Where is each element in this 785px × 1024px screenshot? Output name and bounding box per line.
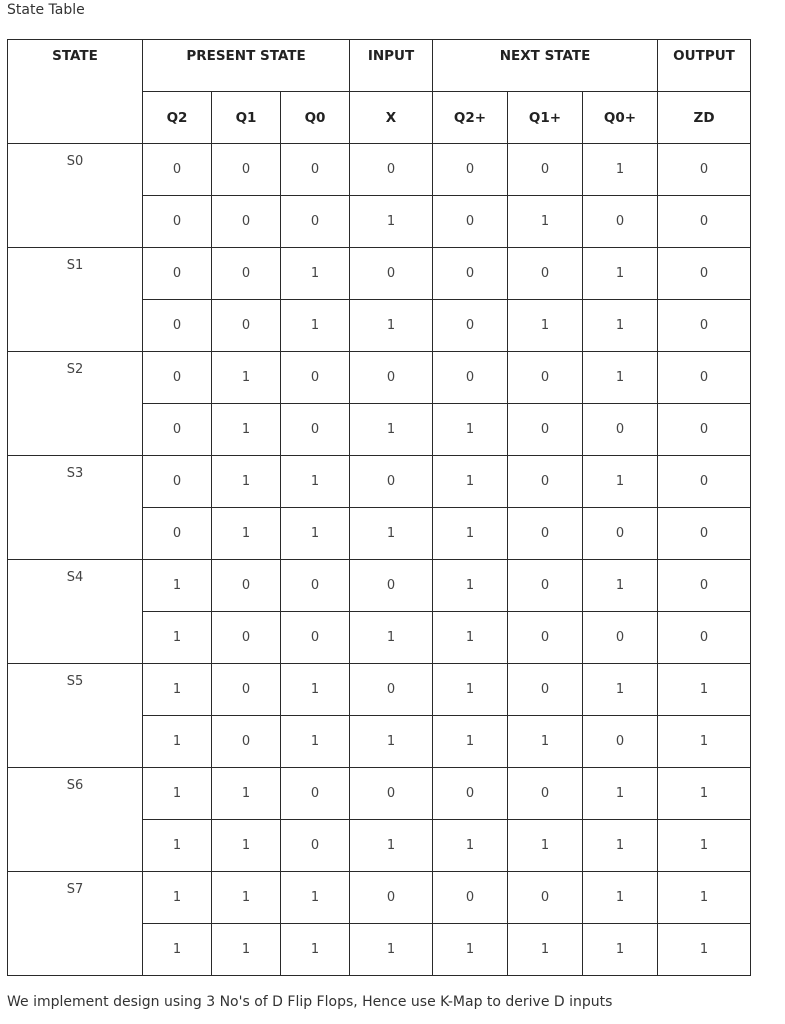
table-cell: 0	[508, 404, 583, 456]
table-cell: 1	[350, 820, 433, 872]
table-row	[8, 352, 751, 404]
table-cell: 1	[433, 508, 508, 560]
table-cell: 1	[350, 508, 433, 560]
table-cell: 0	[143, 144, 212, 196]
table-cell: 1	[508, 300, 583, 352]
header-x: X	[350, 92, 433, 144]
table-cell: 1	[281, 508, 350, 560]
table-cell: 1	[212, 768, 281, 820]
table-cell: 1	[350, 300, 433, 352]
state-name-cell: S0	[8, 144, 143, 248]
table-cell: 1	[350, 612, 433, 664]
header-q2-next: Q2+	[433, 92, 508, 144]
table-cell: 1	[583, 768, 658, 820]
table-cell: 0	[658, 248, 751, 300]
table-cell: 0	[350, 144, 433, 196]
table-cell: 0	[281, 612, 350, 664]
table-cell: 1	[583, 924, 658, 976]
table-cell: 0	[433, 768, 508, 820]
table-cell: 1	[143, 560, 212, 612]
table-cell: 0	[583, 716, 658, 768]
table-cell: 0	[350, 768, 433, 820]
table-cell: 1	[433, 664, 508, 716]
table-cell: 0	[212, 300, 281, 352]
table-caption: State Table	[7, 2, 85, 18]
table-cell: 1	[143, 872, 212, 924]
state-table-body	[8, 144, 751, 976]
table-cell: 1	[433, 820, 508, 872]
header-present-state: PRESENT STATE	[143, 40, 350, 92]
table-cell: 1	[433, 612, 508, 664]
header-q0-next: Q0+	[583, 92, 658, 144]
table-cell: 1	[281, 872, 350, 924]
footer-note: We implement design using 3 No's of D Flip Flops, Hence use K-Map to derive D inputs	[7, 994, 613, 1010]
table-cell: 1	[212, 820, 281, 872]
table-cell: 1	[508, 196, 583, 248]
table-cell: 1	[658, 820, 751, 872]
table-cell: 0	[583, 404, 658, 456]
table-cell: 0	[658, 404, 751, 456]
header-q1-next: Q1+	[508, 92, 583, 144]
table-cell: 0	[143, 300, 212, 352]
table-cell: 0	[212, 612, 281, 664]
table-cell: 0	[350, 872, 433, 924]
table-cell: 1	[143, 768, 212, 820]
header-next-state: NEXT STATE	[433, 40, 658, 92]
table-cell: 1	[212, 924, 281, 976]
table-cell: 1	[658, 872, 751, 924]
table-cell: 0	[508, 144, 583, 196]
header-q2: Q2	[143, 92, 212, 144]
table-cell: 0	[143, 508, 212, 560]
table-cell: 1	[583, 352, 658, 404]
table-cell: 0	[508, 352, 583, 404]
table-cell: 1	[433, 924, 508, 976]
table-cell: 1	[583, 560, 658, 612]
table-cell: 0	[508, 560, 583, 612]
table-cell: 0	[281, 352, 350, 404]
table-cell: 0	[433, 300, 508, 352]
table-cell: 0	[583, 612, 658, 664]
table-cell: 0	[143, 248, 212, 300]
table-cell: 1	[508, 820, 583, 872]
table-cell: 0	[433, 248, 508, 300]
table-cell: 1	[433, 404, 508, 456]
table-cell: 1	[143, 612, 212, 664]
table-cell: 0	[143, 352, 212, 404]
table-cell: 1	[508, 924, 583, 976]
header-state: STATE	[8, 40, 143, 144]
table-cell: 1	[143, 820, 212, 872]
table-row	[8, 768, 751, 820]
table-cell: 0	[658, 612, 751, 664]
header-q0: Q0	[281, 92, 350, 144]
table-row	[8, 664, 751, 716]
table-cell: 1	[143, 716, 212, 768]
table-row	[8, 456, 751, 508]
table-cell: 1	[143, 664, 212, 716]
table-cell: 1	[281, 716, 350, 768]
table-cell: 0	[658, 196, 751, 248]
table-cell: 0	[433, 352, 508, 404]
table-cell: 0	[281, 196, 350, 248]
table-cell: 1	[583, 144, 658, 196]
table-row	[8, 872, 751, 924]
table-cell: 0	[433, 144, 508, 196]
table-cell: 0	[212, 248, 281, 300]
header-zd: ZD	[658, 92, 751, 144]
table-cell: 1	[658, 664, 751, 716]
state-name-cell: S2	[8, 352, 143, 456]
table-cell: 0	[212, 144, 281, 196]
table-cell: 0	[281, 560, 350, 612]
state-name-cell: S3	[8, 456, 143, 560]
table-cell: 1	[212, 872, 281, 924]
table-cell: 0	[433, 196, 508, 248]
table-cell: 1	[350, 196, 433, 248]
table-cell: 0	[281, 404, 350, 456]
table-cell: 0	[658, 300, 751, 352]
table-cell: 0	[281, 144, 350, 196]
state-name-cell: S6	[8, 768, 143, 872]
table-cell: 1	[658, 768, 751, 820]
table-cell: 1	[143, 924, 212, 976]
table-cell: 1	[281, 924, 350, 976]
table-cell: 0	[281, 820, 350, 872]
table-cell: 1	[583, 456, 658, 508]
header-q1: Q1	[212, 92, 281, 144]
table-cell: 0	[143, 404, 212, 456]
table-cell: 0	[508, 872, 583, 924]
table-cell: 1	[212, 508, 281, 560]
table-cell: 0	[350, 456, 433, 508]
table-cell: 0	[212, 196, 281, 248]
header-output: OUTPUT	[658, 40, 751, 92]
table-cell: 0	[508, 508, 583, 560]
table-cell: 1	[583, 300, 658, 352]
table-cell: 0	[143, 456, 212, 508]
table-cell: 1	[350, 716, 433, 768]
table-cell: 0	[658, 352, 751, 404]
table-cell: 1	[508, 716, 583, 768]
table-row	[8, 248, 751, 300]
table-cell: 1	[433, 456, 508, 508]
header-input: INPUT	[350, 40, 433, 92]
state-name-cell: S5	[8, 664, 143, 768]
state-name-cell: S7	[8, 872, 143, 976]
table-cell: 1	[433, 560, 508, 612]
table-cell: 1	[583, 664, 658, 716]
table-cell: 0	[212, 560, 281, 612]
table-cell: 0	[508, 768, 583, 820]
table-cell: 1	[658, 716, 751, 768]
state-name-cell: S1	[8, 248, 143, 352]
table-cell: 0	[433, 872, 508, 924]
table-cell: 0	[350, 560, 433, 612]
table-cell: 1	[583, 248, 658, 300]
table-cell: 0	[508, 664, 583, 716]
table-cell: 1	[212, 404, 281, 456]
table-cell: 0	[583, 196, 658, 248]
table-cell: 0	[212, 716, 281, 768]
table-cell: 1	[433, 716, 508, 768]
table-cell: 0	[212, 664, 281, 716]
table-cell: 1	[583, 820, 658, 872]
table-cell: 0	[658, 508, 751, 560]
table-cell: 1	[583, 872, 658, 924]
table-cell: 1	[350, 924, 433, 976]
table-cell: 0	[658, 560, 751, 612]
table-cell: 0	[350, 664, 433, 716]
table-cell: 1	[212, 456, 281, 508]
table-row	[8, 144, 751, 196]
header-row-top	[8, 40, 751, 92]
table-cell: 1	[281, 300, 350, 352]
table-cell: 0	[350, 352, 433, 404]
table-cell: 1	[281, 456, 350, 508]
table-cell: 0	[658, 144, 751, 196]
table-cell: 1	[658, 924, 751, 976]
table-cell: 1	[281, 248, 350, 300]
table-cell: 0	[143, 196, 212, 248]
table-cell: 0	[350, 248, 433, 300]
table-cell: 1	[281, 664, 350, 716]
table-cell: 1	[212, 352, 281, 404]
table-cell: 0	[508, 612, 583, 664]
table-cell: 0	[658, 456, 751, 508]
table-cell: 0	[508, 248, 583, 300]
table-row	[8, 560, 751, 612]
table-cell: 0	[583, 508, 658, 560]
table-cell: 0	[281, 768, 350, 820]
state-table	[7, 39, 751, 976]
table-cell: 0	[508, 456, 583, 508]
table-cell: 1	[350, 404, 433, 456]
state-name-cell: S4	[8, 560, 143, 664]
